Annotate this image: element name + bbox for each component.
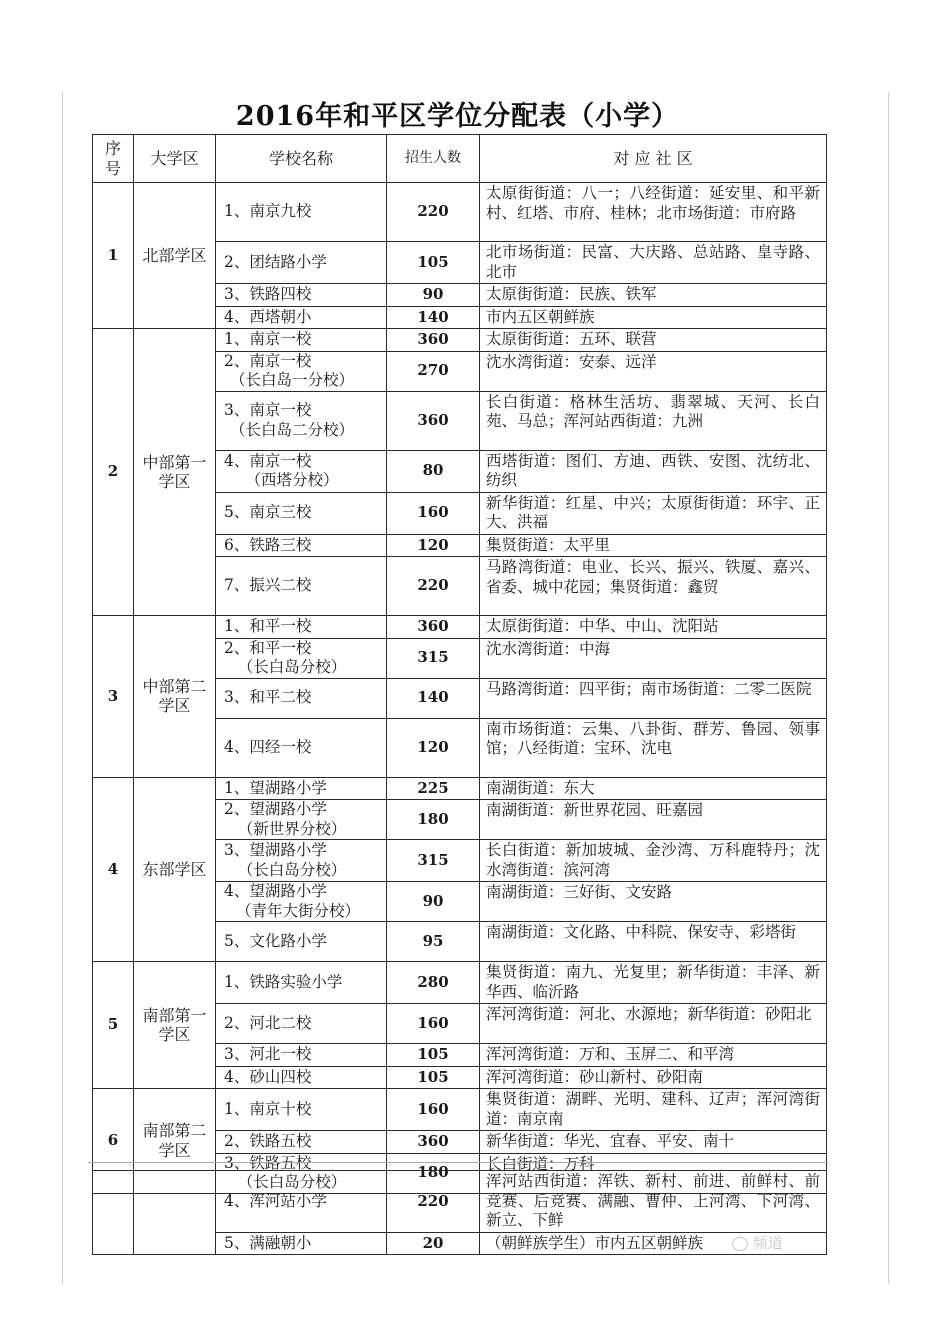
enroll-count: 80 <box>387 450 480 492</box>
school-branch: （长白岛分校） <box>237 1173 347 1191</box>
school-name-main: 2、南京一校 <box>224 351 312 370</box>
community-list: 长白街道：万科 <box>480 1153 827 1193</box>
enroll-count: 220 <box>387 1171 480 1233</box>
school-branch: （长白岛二分校） <box>229 420 354 439</box>
school-name-main: 2、和平一校 <box>224 638 312 657</box>
community-list: 长白街道：新加坡城、金沙湾、万科鹿特丹；沈水湾街道：滨河湾 <box>480 840 827 882</box>
school-name <box>216 840 387 882</box>
school-name-main: 4、南京一校 <box>224 451 312 470</box>
school-name-main: 3、望湖路小学 <box>224 841 327 859</box>
district-name: 南部第一学区 <box>134 962 216 1089</box>
school-name <box>216 638 387 678</box>
community-list: 马路湾街道：四平街；南市场街道：二零二医院 <box>480 678 827 718</box>
school-name <box>216 534 387 557</box>
enroll-count: 360 <box>387 1131 480 1154</box>
school-name-main: 6、铁路三校 <box>224 535 312 554</box>
enroll-count: 180 <box>387 800 480 840</box>
enroll-count: 270 <box>387 351 480 391</box>
enroll-count: 105 <box>387 1044 480 1067</box>
enroll-count: 180 <box>387 1153 480 1193</box>
enroll-count: 90 <box>387 284 480 307</box>
community-list: 浑河湾街道：河北、水源地；新华街道：砂阳北 <box>480 1004 827 1044</box>
school-name-main: 5、文化路小学 <box>224 931 327 950</box>
community-list: 南湖街道：文化路、中科院、保安寺、彩塔街 <box>480 922 827 962</box>
community-list: 集贤街道：湖畔、光明、建科、辽声；浑河湾街道：南京南 <box>480 1089 827 1131</box>
community-list: 集贤街道：太平里 <box>480 534 827 557</box>
school-branch: （西塔分校） <box>245 471 339 489</box>
school-name-main: 1、南京十校 <box>224 1099 312 1118</box>
school-name: 4、砂山四校 <box>216 1066 387 1089</box>
community-list: 浑河站西街道：浑铁、新村、前进、前鲜村、前竞赛、后竞赛、满融、曹仲、上河湾、下河湾、新立、下鲜 <box>480 1171 827 1233</box>
school-name-main: 1、和平一校 <box>224 617 312 635</box>
enroll-count: 160 <box>387 1004 480 1044</box>
school-name: 4、浑河站小学 <box>216 1171 387 1233</box>
enroll-count: 160 <box>387 1089 480 1131</box>
school-name-main: 2、望湖路小学 <box>224 800 327 818</box>
school-name-main: 3、铁路五校 <box>224 1153 312 1172</box>
district-name: 北部学区 <box>134 183 216 329</box>
enroll-count: 220 <box>387 183 480 242</box>
school-name-main: 1、南京一校 <box>224 330 312 348</box>
table-row <box>93 329 827 352</box>
enroll-count: 280 <box>387 962 480 1004</box>
school-name: 3、河北一校 <box>216 1044 387 1067</box>
enroll-count: 105 <box>387 1066 480 1089</box>
school-name <box>216 922 387 962</box>
header-seq: 序号 <box>93 135 134 183</box>
school-name: 2、团结路小学 <box>216 242 387 284</box>
school-name-main: 3、南京一校 <box>224 401 312 419</box>
community-list: 太原街街道：五环、联营 <box>480 329 827 352</box>
table-row <box>93 183 827 242</box>
table-row <box>93 616 827 639</box>
community-list: 浑河湾街道：砂山新村、砂阳南 <box>480 1066 827 1089</box>
school-name: 3、铁路四校 <box>216 284 387 307</box>
community-list: 新华街道：红星、中兴；太原街街道：环宇、正大、洪福 <box>480 492 827 534</box>
table-row <box>93 1089 827 1131</box>
community-list: 浑河湾街道：万和、玉屏二、和平湾 <box>480 1044 827 1067</box>
community-list: 太原街街道：中华、中山、沈阳站 <box>480 616 827 639</box>
district-seq: 4 <box>93 777 134 962</box>
school-name-main: 3、和平二校 <box>224 688 312 707</box>
school-name <box>216 678 387 718</box>
community-list: 长白街道：格林生活坊、翡翠城、天河、长白苑、马总；浑河站西街道：九洲 <box>480 391 827 450</box>
district-seq: 2 <box>93 329 134 616</box>
header-district: 大学区 <box>134 135 216 183</box>
district-name: 南部第二学区 <box>134 1089 216 1194</box>
header-community: 对 应 社 区 <box>480 135 827 183</box>
community-list: 沈水湾街道：安泰、远洋 <box>480 351 827 391</box>
school-name <box>216 391 387 450</box>
school-name <box>216 450 387 492</box>
enroll-count: 225 <box>387 777 480 800</box>
table-row <box>93 1171 827 1233</box>
community-list: 南市场街道：云集、八卦街、群芳、鲁园、领事馆；八经街道：宝环、沈电 <box>480 718 827 777</box>
school-name: 4、西塔朝小 <box>216 306 387 329</box>
school-name: 1、南京九校 <box>216 183 387 242</box>
school-name <box>216 616 387 639</box>
header-row <box>93 135 827 183</box>
school-name-main: 4、望湖路小学 <box>224 882 327 900</box>
school-name-main: 4、四经一校 <box>224 737 312 756</box>
district-name: 中部第一学区 <box>134 329 216 616</box>
school-name: 5、满融朝小 <box>216 1232 387 1255</box>
school-name <box>216 777 387 800</box>
school-name-main: 1、望湖路小学 <box>224 778 327 797</box>
school-name <box>216 1131 387 1154</box>
enroll-count: 105 <box>387 242 480 284</box>
enroll-count: 20 <box>387 1232 480 1255</box>
community-list: 南湖街道：新世界花园、旺嘉园 <box>480 800 827 840</box>
enroll-count: 360 <box>387 329 480 352</box>
community-list: 新华街道：华光、宜春、平安、南十 <box>480 1131 827 1154</box>
enroll-count: 140 <box>387 678 480 718</box>
school-name <box>216 492 387 534</box>
school-branch: （长白岛分校） <box>237 658 347 676</box>
school-name <box>216 718 387 777</box>
district-seq: 3 <box>93 616 134 778</box>
school-branch: （青年大街分校） <box>235 901 360 920</box>
district-seq: 5 <box>93 962 134 1089</box>
school-name-main: 5、南京三校 <box>224 503 312 522</box>
community-list: 南湖街道：三好街、文安路 <box>480 882 827 922</box>
school-name <box>216 351 387 391</box>
community-list: 集贤街道：南九、光复里；新华街道：丰泽、新华西、临沂路 <box>480 962 827 1004</box>
district-name-empty <box>134 1171 216 1255</box>
enroll-count: 360 <box>387 391 480 450</box>
school-name: 1、铁路实验小学 <box>216 962 387 1004</box>
community-list: 西塔街道：图们、方迪、西铁、安图、沈纺北、纺织 <box>480 450 827 492</box>
school-branch: （新世界分校） <box>237 819 347 838</box>
school-name-main: 2、铁路五校 <box>224 1132 312 1150</box>
school-name <box>216 882 387 922</box>
page-right-edge <box>888 92 889 1284</box>
district-seq: 1 <box>93 183 134 329</box>
school-name <box>216 557 387 616</box>
enroll-count: 95 <box>387 922 480 962</box>
community-list: 马路湾街道：电业、长兴、振兴、铁厦、嘉兴、省委、城中花园；集贤街道：鑫贸 <box>480 557 827 616</box>
district-seq-empty <box>93 1171 134 1255</box>
school-name <box>216 800 387 840</box>
header-school: 学校名称 <box>216 135 387 183</box>
school-name-main: 7、振兴二校 <box>224 576 312 595</box>
community-list: 北市场街道：民富、大庆路、总站路、皇寺路、北市 <box>480 242 827 284</box>
school-branch: （长白岛一分校） <box>229 371 354 389</box>
enroll-count: 315 <box>387 638 480 678</box>
school-branch: （长白岛分校） <box>237 860 347 879</box>
wechat-logo-icon <box>732 1237 748 1251</box>
community-list: 南湖街道：东大 <box>480 777 827 800</box>
enroll-count: 220 <box>387 557 480 616</box>
community-list: 太原街街道：八一；八经街道：延安里、和平新村、红塔、市府、桂林；北市场街道：市府路 <box>480 183 827 242</box>
allocation-table <box>92 134 827 1194</box>
watermark <box>620 1232 800 1252</box>
community-list: 市内五区朝鲜族 <box>480 306 827 329</box>
enroll-count: 120 <box>387 534 480 557</box>
school-name: 2、河北二校 <box>216 1004 387 1044</box>
district-name: 东部学区 <box>134 777 216 962</box>
community-list: 沈水湾街道：中海 <box>480 638 827 678</box>
header-enroll: 招生人数 <box>387 135 480 183</box>
enroll-count: 360 <box>387 616 480 639</box>
page-break-line <box>88 1162 828 1163</box>
community-list: 太原街街道：民族、铁军 <box>480 284 827 307</box>
page-left-edge <box>62 92 63 1284</box>
enroll-count: 315 <box>387 840 480 882</box>
table-row <box>93 777 827 800</box>
document-title: 2016年和平区学位分配表（小学） <box>235 101 680 132</box>
table-row <box>93 962 827 1004</box>
school-name <box>216 329 387 352</box>
community-list: （朝鲜族学生）市内五区朝鲜族 <box>480 1232 827 1255</box>
enroll-count: 140 <box>387 306 480 329</box>
enroll-count: 160 <box>387 492 480 534</box>
watermark-text: 频道 <box>752 1234 783 1252</box>
enroll-count: 90 <box>387 882 480 922</box>
district-seq: 6 <box>93 1089 134 1194</box>
school-name <box>216 1089 387 1131</box>
enroll-count: 120 <box>387 718 480 777</box>
district-name: 中部第二学区 <box>134 616 216 778</box>
